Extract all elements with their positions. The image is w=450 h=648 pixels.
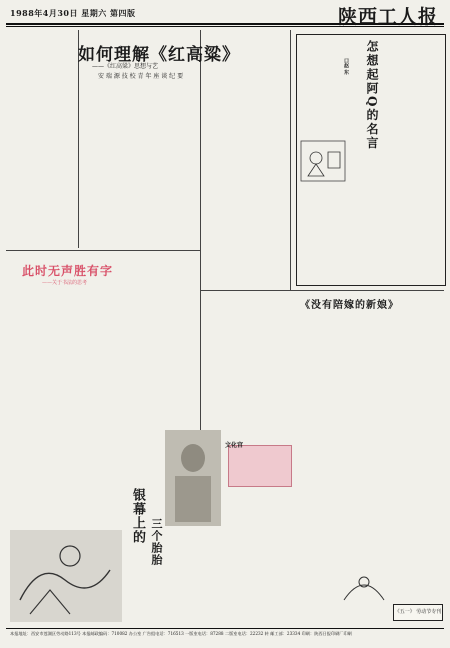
footer-rule [6,628,444,629]
article-title: 《没有陪嫁的新娘》 [300,300,399,311]
column-rule [200,30,201,450]
article-title: 如何理解《红高粱》 [78,45,240,65]
header-rule-thin [6,26,444,27]
masthead-logo: 陕西工人报 [337,6,438,28]
article-title: 此时无声胜有字 [22,264,114,278]
body-text-column [228,490,294,625]
issue-date: 1988年4月30日 星期六 第四版 [10,8,136,18]
body-text-column [142,82,198,248]
section-rule [200,290,444,291]
film-still-photo [165,430,221,526]
sketch-illustration [340,566,388,606]
article-byline: 口赵 东 [343,58,349,75]
body-text-column [204,32,288,288]
woodcut-illustration [10,530,122,622]
column-rule [290,30,291,290]
header-rule [6,23,444,25]
article-title: 文化宫 [225,442,244,449]
article-title: 怎想起阿Q的名言 [365,40,379,151]
article-byline: 安 瑞 源 技 校 青 年 座 谈 纪 要 [98,73,184,80]
article-subtitle: ——《红高粱》思想与艺 [92,63,159,70]
body-text-column [10,32,76,247]
section-rule [6,250,200,251]
article-title: 银幕上的 [130,488,145,544]
article-subtitle: ——关于书法的思考 [42,280,88,286]
holiday-special-badge: 《五一》 劳动节专刊 [393,604,443,621]
article-title: 三个胎胎 [150,518,163,566]
footer-info: 本报地址：西安市莲湖区劳动路113号 本报邮政编码：710082 办公室 广告组电话：716513 一版室电话：87288 二版室电话：22232 转 邮工部：23334 印刷：陕西日报印刷厂印刷 [10,631,352,636]
colored-panel [228,445,292,487]
body-text-column [300,312,440,602]
cartoon-illustration [300,140,346,182]
body-text-column [10,290,198,400]
body-text-column [82,82,138,248]
